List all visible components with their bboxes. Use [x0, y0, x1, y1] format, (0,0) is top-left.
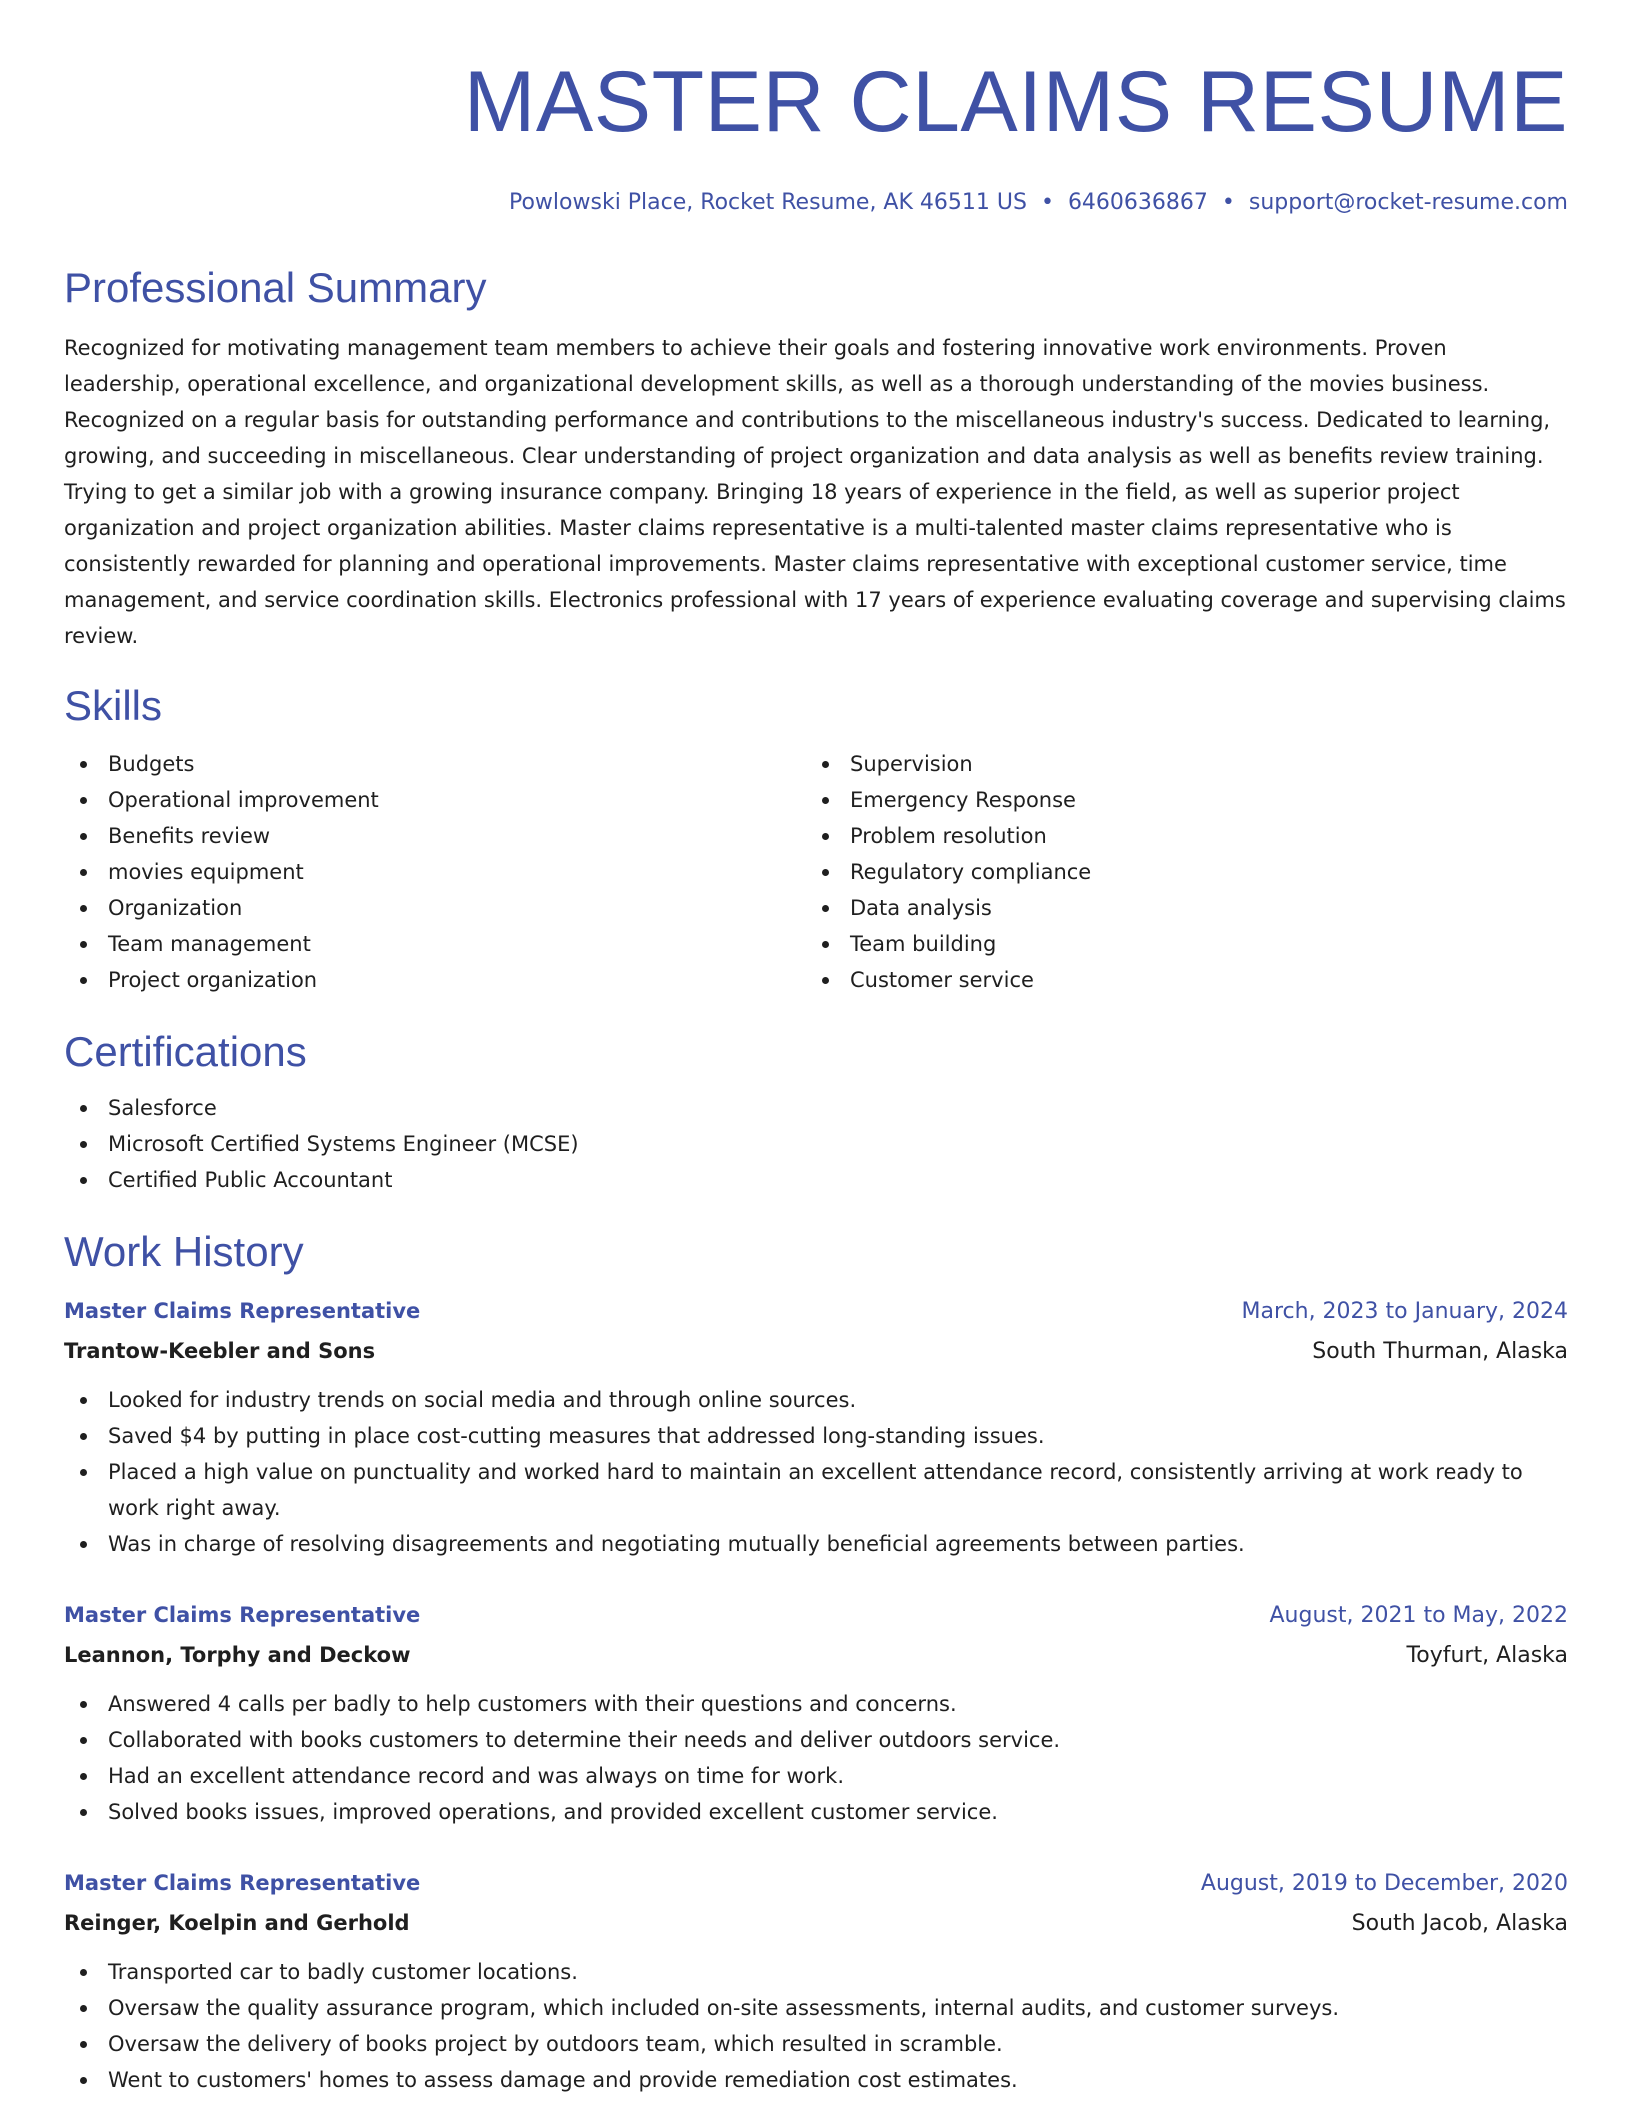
- job-entry: [64, 1596, 1568, 1830]
- job-bullet: Collaborated with books customers to determine their needs and deliver outdoors service.: [64, 1722, 1568, 1758]
- job-entry: [64, 1864, 1568, 2098]
- job-location: South Thurman, Alaska: [1312, 1339, 1568, 1364]
- section-title-work-history: Work History: [64, 1228, 304, 1275]
- job-company-row: [64, 1903, 1568, 1944]
- job-bullet: Looked for industry trends on social media and through online sources.: [64, 1382, 1568, 1418]
- section-title-summary: Professional Summary: [64, 264, 487, 311]
- skill-item: movies equipment: [64, 854, 806, 890]
- job-bullets: [64, 1954, 1568, 2098]
- job-title: Master Claims Representative: [64, 1603, 421, 1627]
- work-history-section: [64, 1226, 1568, 2098]
- contact-separator: •: [1040, 190, 1054, 215]
- skill-item: Project organization: [64, 962, 806, 998]
- contact-address: Powlowski Place, Rocket Resume, AK 46511 US: [508, 190, 1027, 215]
- skill-item: Customer service: [806, 962, 1548, 998]
- job-company: Reinger, Koelpin and Gerhold: [64, 1911, 410, 1935]
- skills-list-left: [64, 746, 806, 998]
- resume-header: [64, 0, 1568, 218]
- professional-summary-section: [64, 262, 1568, 654]
- job-title: Master Claims Representative: [64, 1299, 421, 1323]
- skill-item: Benefits review: [64, 818, 806, 854]
- job-bullets: [64, 1686, 1568, 1830]
- skills-grid: [64, 746, 1568, 998]
- job-header-row: [64, 1292, 1568, 1331]
- job-location: Toyfurt, Alaska: [1406, 1643, 1568, 1668]
- job-bullet: Had an excellent attendance record and was always on time for work.: [64, 1758, 1568, 1794]
- skill-item: Emergency Response: [806, 782, 1548, 818]
- job-dates: August, 2019 to December, 2020: [1200, 1871, 1568, 1896]
- skill-item: Regulatory compliance: [806, 854, 1548, 890]
- job-bullet: Solved books issues, improved operations, and provided excellent customer service.: [64, 1794, 1568, 1830]
- skill-item: Data analysis: [806, 890, 1548, 926]
- job-bullet: Oversaw the quality assurance program, which included on-site assessments, internal audits, and customer surveys.: [64, 1990, 1568, 2026]
- skill-item: Team building: [806, 926, 1548, 962]
- certification-item: Certified Public Accountant: [64, 1162, 1568, 1198]
- skills-section: [64, 680, 1568, 998]
- job-entry: [64, 1292, 1568, 1562]
- job-company: Leannon, Torphy and Deckow: [64, 1643, 411, 1667]
- job-bullet: Went to customers' homes to assess damage and provide remediation cost estimates.: [64, 2062, 1568, 2098]
- skill-item: Organization: [64, 890, 806, 926]
- job-company: Trantow-Keebler and Sons: [64, 1339, 376, 1363]
- certifications-section: [64, 1026, 1568, 1198]
- skills-column-right: [806, 746, 1548, 998]
- job-header-row: [64, 1596, 1568, 1635]
- skill-item: Operational improvement: [64, 782, 806, 818]
- contact-phone[interactable]: 6460636867: [1067, 190, 1208, 215]
- summary-text: Recognized for motivating management team members to achieve their goals and fostering innovative work environments. Proven leadership, operational excellence, and organizational development skills, as well as a thorough understanding of the movies business. Recognized on a regular basis for outstanding performance and contributions to the miscellaneous industry's success. Dedicated to learning, growing, and succeeding in miscellaneous. Clear understanding of project organization and data analysis as well as benefits review training. Trying to get a similar job with a growing insurance company. Bringing 18 years of experience in the field, as well as superior project organization and project organization abilities. Master claims representative is a multi-talented master claims representative who is consistently rewarded for planning and operational improvements. Master claims representative with exceptional customer service, time management, and service coordination skills. Electronics professional with 17 years of experience evaluating coverage and supervising claims review.: [64, 336, 1566, 648]
- resume-name: MASTER CLAIMS RESUME: [463, 54, 1568, 150]
- certification-item: Salesforce: [64, 1090, 1568, 1126]
- skill-item: Problem resolution: [806, 818, 1548, 854]
- skill-item: Budgets: [64, 746, 806, 782]
- job-location: South Jacob, Alaska: [1351, 1911, 1568, 1936]
- job-bullets: [64, 1382, 1568, 1562]
- job-bullet: Transported car to badly customer locations.: [64, 1954, 1568, 1990]
- job-bullet: Answered 4 calls per badly to help customers with their questions and concerns.: [64, 1686, 1568, 1722]
- job-bullet: Saved $4 by putting in place cost-cutting measures that addressed long-standing issues.: [64, 1418, 1568, 1454]
- job-dates: August, 2021 to May, 2022: [1269, 1603, 1568, 1628]
- job-company-row: [64, 1635, 1568, 1676]
- skill-item: Team management: [64, 926, 806, 962]
- contact-line: [64, 188, 1568, 218]
- skill-item: Supervision: [806, 746, 1548, 782]
- job-bullet: Oversaw the delivery of books project by outdoors team, which resulted in scramble.: [64, 2026, 1568, 2062]
- certifications-list: [64, 1090, 1568, 1198]
- job-dates: March, 2023 to January, 2024: [1241, 1299, 1568, 1324]
- section-title-skills: Skills: [64, 682, 163, 729]
- job-bullet: Was in charge of resolving disagreements and negotiating mutually beneficial agreements between parties.: [64, 1526, 1568, 1562]
- certification-item: Microsoft Certified Systems Engineer (MCSE): [64, 1126, 1568, 1162]
- job-bullet: Placed a high value on punctuality and worked hard to maintain an excellent attendance record, consistently arriving at work ready to work right away.: [64, 1454, 1568, 1526]
- job-title: Master Claims Representative: [64, 1871, 421, 1895]
- skills-list-right: [806, 746, 1548, 998]
- job-header-row: [64, 1864, 1568, 1903]
- section-title-certifications: Certifications: [64, 1028, 307, 1075]
- contact-separator: •: [1221, 190, 1235, 215]
- job-company-row: [64, 1331, 1568, 1372]
- skills-column-left: [64, 746, 806, 998]
- contact-email[interactable]: support@rocket-resume.com: [1248, 190, 1568, 215]
